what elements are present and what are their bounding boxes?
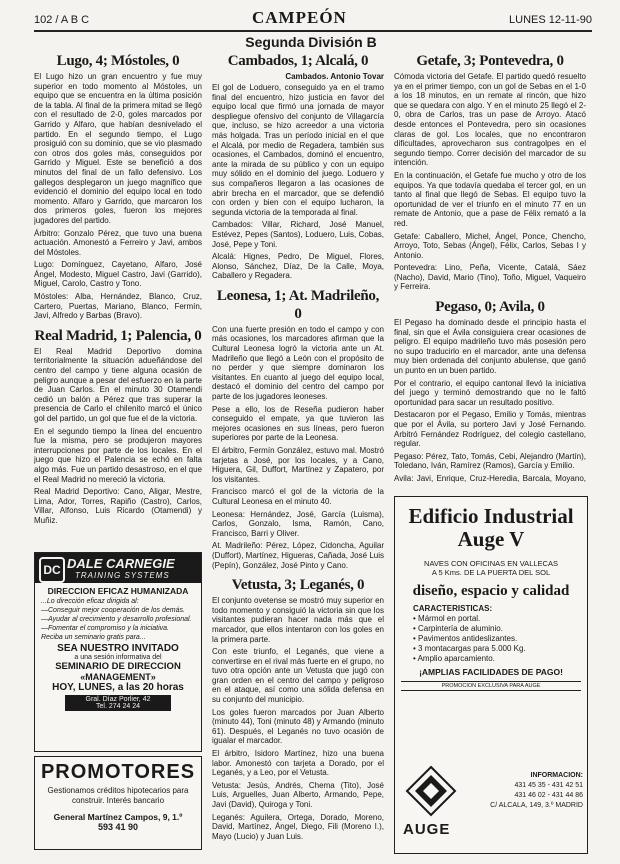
column-right [394, 52, 586, 484]
ad-line: —Ayudar al crecimiento y desarrollo profesional. [41, 616, 192, 623]
headline-lugo: Lugo, 4; Móstoles, 0 [56, 53, 180, 69]
article-text: Leganés: Aguilera, Ortega, Dorado, Moreno, David, Martínez, Ángel, Diego, Fili (Moreno I.), Mayo (Lucio) y Juan Luis. [212, 812, 384, 841]
article-text: Con una fuerte presión en todo el campo y con más ocasiones, los marcadores afirman que la Cultural Leonesa logró la victoria ante un At. Madrileño que llegó a León con el propósito de no perder y que siempre dominaron los visitantes. En cuanto al juego del equipo local, destacó el dominio del centro del campo por parte de los jugadores leoneses. [212, 324, 384, 402]
article-text: At. Madrileño: Pérez, López, Cidoncha, Aguilar (Duffort), Martínez, Higueras, Cañada, José Luis (Pepín), González, José Pinto y Cano. [212, 541, 384, 570]
article-text: Leonesa: Hernández, José, García (Luisma), Carlos, Gonzalo, Isma, Ramón, Cano, Francisco, Barri y Oliver. [212, 509, 384, 538]
article-text: El gol de Loduero, conseguido ya en el tramo final del encuentro, hizo justicia en favor del equipo local que firmó una jornada de mayor despliegue ofensivo del conjunto de Villagarcía que, incluso, se hizo acreedor a una victoria más holgada. Tras un período inicial en el que el Alcalá, por medio de Regadera, también sus ocasiones, el Cambados, dominó el encuentro, ante la mirada de su público y con un equipo muy sólido en el dominio del juego. Loduero y sus compañeros llegaron a las ocasiones de abrir brecha en el marcador, que se defendió con orden y bien con el equipo lucharon, la segunda victoria de la temporada al final. [212, 83, 384, 217]
article-text: Alcalá: Hignes, Pedro, De Miguel, Flores, Alonso, Sánchez, Díaz, De la Calle, Moya, Caballero y Regadera. [212, 252, 384, 281]
header-rule [34, 30, 592, 32]
ad-title: PROMOTORES [40, 761, 196, 783]
ad-seminar: SEMINARIO DE DIRECCION [55, 661, 181, 672]
article-text: El árbitro, Isidoro Martínez, hizo una buena labor. Amonestó con tarjeta a Dorado, por el Leganés, y a Leo, por el Vetusta. [212, 749, 384, 778]
article-text: El árbitro, Fermín González, estuvo mal. Mostró tarjetas a José, por los locales, y a Cano, Higuera, Gil, Duffort, Martínez y Zapatero, por los visitantes. [212, 446, 384, 484]
headline-getafe: Getafe, 3; Pontevedra, 0 [416, 53, 564, 69]
article-text: Árbitro: Gonzalo Pérez, que tuvo una buena actuación. Amonestó a Ferreiro y Javi, ambos del Móstoles. [34, 228, 202, 257]
ad-text: Gestionamos créditos hipotecarios para construir. Interés bancario [47, 786, 189, 805]
page-number: 102 / A B C [34, 14, 90, 26]
article-text: El Pegaso ha dominado desde el principio hasta el final, sin que el Ávila consiguiera crear ocasiones de peligro. El equipo madrileño tuvo más posesión pero no supo traducirlo en el marcador, ante una defensa muy bien ordenada del conjunto abulense, que ganó un punto en un buen partido. [394, 318, 586, 376]
article-text: En el segundo tiempo la línea del encuentro fue la misma, pero se produjeron mayores interrupciones por parte de los locales. En el juego que hizo el Palencia se echó en falta algo más. Fue un partido desastroso, en el que el Real Madrid no mereció la victoria. [34, 426, 202, 484]
ad-feature: • 3 montacargas para 5.000 Kg. [413, 644, 526, 653]
article-text: Por el contrario, el equipo cantonal llevó la iniciativa del juego y terminó demostrando que no le faltó oportunidad para sacar un resultado positivo. [394, 378, 586, 407]
ad-line: Reciba un seminario gratis para... [41, 634, 146, 641]
article-text: Con este triunfo, el Leganés, que viene a convertirse en el rival más fuerte en el grupo, no tuvo otra opción ante un Vetusta que jugó con gran orden en el centro del campo y peligroso en el ataque, así como una sólida defensa en su conjunto del municipio. [212, 647, 384, 705]
column-left [34, 52, 202, 528]
ad-address: C/ ALCALA, 149, 3.º MADRID [490, 802, 583, 809]
ad-info-label: INFORMACION: [530, 772, 583, 779]
ad-brand: DALE CARNEGIE [67, 556, 175, 571]
section-title: CAMPEÓN [252, 8, 347, 27]
ad-features-title: CARACTERISTICAS: [413, 604, 493, 613]
headline-real-madrid: Real Madrid, 1; Palencia, 0 [34, 327, 202, 344]
ad-headline: DIRECCION EFICAZ HUMANIZADA [47, 586, 189, 596]
ad-feature: • Mármol en portal. [413, 614, 481, 623]
auge-logo-icon [405, 765, 457, 817]
article-text: El Lugo hizo un gran encuentro y fue muy superior en todo momento al Móstoles, un equipo que se encuentra en la última posición de la tabla. Al final de la primera mitad se llegó con el resultado de 2-0, goles marcados por Garrido y Alfaro, que habían desnivelado el partido. En el segundo tiempo, el Lugo prosiguió con su dominio, que se vio plasmado con otros dos goles más, conseguidos por Garrido y Miguel. Este se benefició a dos minutos del final de un fallo defensivo. Los gallegos desplegaron un juego magnífico que evidenció el dominio del equipo local en todo momento. Alfaro y Garrido, que marcaron los dos primeros goles, fueron los mejores jugadores del partido. [34, 72, 202, 225]
article-text: Lugo: Domínguez, Cayetano, Alfaro, José Ángel, Modesto, Miguel Castro, Javi (Garrido), Miguel, Carolo, Castro y Tono. [34, 260, 202, 289]
article-text: Francisco marcó el gol de la victoria de la Cultural Leonesa en el minuto 40. [212, 487, 384, 506]
article-text: Cómoda victoria del Getafe. El partido quedó resuelto ya en el primer tiempo, con un gol de Sebas en el 1-0 a los 18 minutos, en un remate al rincón, que hizo que se quedara con algo. Y en el minuto 25 llegó el 2-0, obra de Carlos, tras un pase de Arroyo. Atacó desde entonces el Pontevedra, pero sin ocasiones claras de gol. Los locales, que no encontraron dificultades, aprovecharon sus contragolpes en el segundo tiempo. Correr decisión del marcador de su intención. [394, 72, 586, 168]
dc-logo-icon: DC [39, 557, 65, 583]
ad-line: —Conseguir mejor cooperación de los demás. [41, 607, 185, 614]
ad-phone: 431 46 02 - 431 44 86 [514, 792, 583, 799]
ad-feature: • Amplio aparcamiento. [413, 654, 495, 663]
ad-phone: 593 41 90 [97, 822, 139, 832]
ad-address: Gral. Díaz Porlier, 42 [85, 696, 151, 703]
article-text: Pese a ello, los de Reseña pudieron haber conseguido el empate, ya que tuvieron las mejores ocasiones en sus líneas, pero fueron superiores por parte de la Leonesa. [212, 404, 384, 443]
promotores-ad [34, 756, 202, 850]
article-text: El conjunto ovetense se mostró muy superior en todo momento y consiguió la victoria sin que los visitantes pudieran hacer nada más que el marcador, que ellos intentaron con los goles en la primera parte. [212, 596, 384, 644]
article-text: En la continuación, el Getafe fue mucho y otro de los equipos. Ya que todavía quedaba el tercer gol, en un tanto al final que llegó de Sebas. El equipo tuvo la oportunidad de ver el triunfo en el minuto 77 en un remate de Antonio, que a pase de Félix remató a la red. [394, 170, 586, 228]
article-text: Móstoles: Alba, Hernández, Blanco, Cruz, Cartero, Puertas, Mariano, Blanco, Fermín, Javi, Alfredo y Barbas (Bravo). [34, 292, 202, 321]
ad-title-2: Auge V [457, 527, 525, 551]
article-text: Pegaso: Pérez, Tato, Tomás, Cebi, Alejandro (Martín), Toledano, Iván, Ramírez (Ramos), García y Emilio. [394, 451, 586, 471]
auge-ad [394, 496, 588, 854]
article-text: Getafe: Caballero, Michel, Ángel, Ponce, Chencho, Arroyo, Toto, Sebas (Ángel), Félix, Carlos, Sebas I y Antonio. [394, 231, 586, 260]
ad-feature: • Carpintería de aluminio. [413, 624, 503, 633]
page-date: LUNES 12-11-90 [509, 14, 592, 26]
column-middle [212, 52, 384, 852]
ad-line: A 5 Kms. DE LA PUERTA DEL SOL [431, 568, 551, 577]
article-text: Avila: Javi, Enrique, Cruz-Heredia, Barcala, Moyano, [394, 473, 586, 483]
ad-phone: Tel. 274 24 24 [96, 703, 140, 710]
article-text: Vetusta: Jesús, Andrés, Chema (Tito), José Luis, Arguelles, Juan Alberto, Armando, Pepe, Javi (David), Quiroga y Toni. [212, 780, 384, 809]
headline-cambados: Cambados, 1; Alcalá, 0 [227, 53, 369, 69]
ad-address: General Martínez Campos, 9, 1.º [53, 812, 183, 822]
byline: Cambados. Antonio Tovar [285, 72, 384, 81]
article-text: El Real Madrid Deportivo domina territorialmente la situación adueñándose del centro del campo y tiene alguna ocasión de peligro aunque a pesar del esfuerzo en la parte de Juan Carlos. En el minuto 30 Otamendi cedió un balón a Pérez que tras superar la presencia de Carlo el chilenito marcó el único gol del partido, un gol que fue el de la victoria. [34, 346, 202, 423]
dale-carnegie-ad [34, 552, 202, 752]
ad-band: PROMOCION EXCLUSIVA PARA AUGE [401, 681, 581, 691]
ad-management: «MANAGEMENT» [80, 672, 156, 682]
ad-line: a una sesión informativa del [74, 654, 162, 661]
ad-footer: ¡AMPLIAS FACILIDADES DE PAGO! [419, 667, 563, 677]
article-text: Los goles fueron marcados por Juan Alberto (minuto 44), Toni (minuto 48) y Armando (minuto 61). Después, el Leganés no tuvo ocasión de igualar el marcador. [212, 707, 384, 746]
ad-line: NAVES CON OFICINAS EN VALLECAS [424, 559, 558, 568]
ad-date: HOY, LUNES, a las 20 horas [52, 682, 184, 693]
division-subheader: Segunda División B [245, 34, 377, 50]
ad-title: Edificio Industrial [408, 504, 574, 528]
article-text: Cambados: Villar, Richard, José Manuel, Estévez, Pepes (Santos), Loduero, Luis, Cobas, José, Pepe y Toni. [212, 220, 384, 249]
ad-subbrand: TRAINING SYSTEMS [75, 571, 170, 580]
headline-pegaso: Pegaso, 0; Avila, 0 [435, 299, 545, 316]
ad-phone: 431 45 35 - 431 42 51 [514, 782, 583, 789]
ad-guest: SEA NUESTRO INVITADO [57, 643, 179, 654]
headline-vetusta: Vetusta, 3; Leganés, 0 [231, 577, 365, 594]
ad-line: ...Lo dirección eficaz dirigida al: [41, 598, 139, 605]
article-text: Real Madrid Deportivo: Cano, Aligar, Mestre, Lima, Ador, Torres, Rapiño (Castro), Carlos, Villar, Alfonso, Luis Ricardo (Otamendi) y Muñiz. [34, 487, 202, 525]
auge-logo-text: AUGE [403, 821, 451, 838]
article-text: Pontevedra: Lino, Peña, Vicente, Catalá, Sáez (Nacho), David, Mario (Tino), Toño, Miguel, Vaqueiro y Ferreira. [394, 263, 586, 292]
ad-feature: • Pavimentos antideslizantes. [413, 634, 518, 643]
ad-line: —Fomentar el compromiso y la iniciativa. [41, 625, 169, 632]
article-text: Destacaron por el Pegaso, Emilio y Tomás, mientras que por el Ávila, su portero Javi y José Fernando. Arbitró Fernández Rodríguez, del colegio castellano, regular. [394, 410, 586, 449]
headline-leonesa: Leonesa, 1; At. Madrileño, 0 [216, 287, 380, 322]
ad-headline: diseño, espacio y calidad [412, 583, 570, 599]
